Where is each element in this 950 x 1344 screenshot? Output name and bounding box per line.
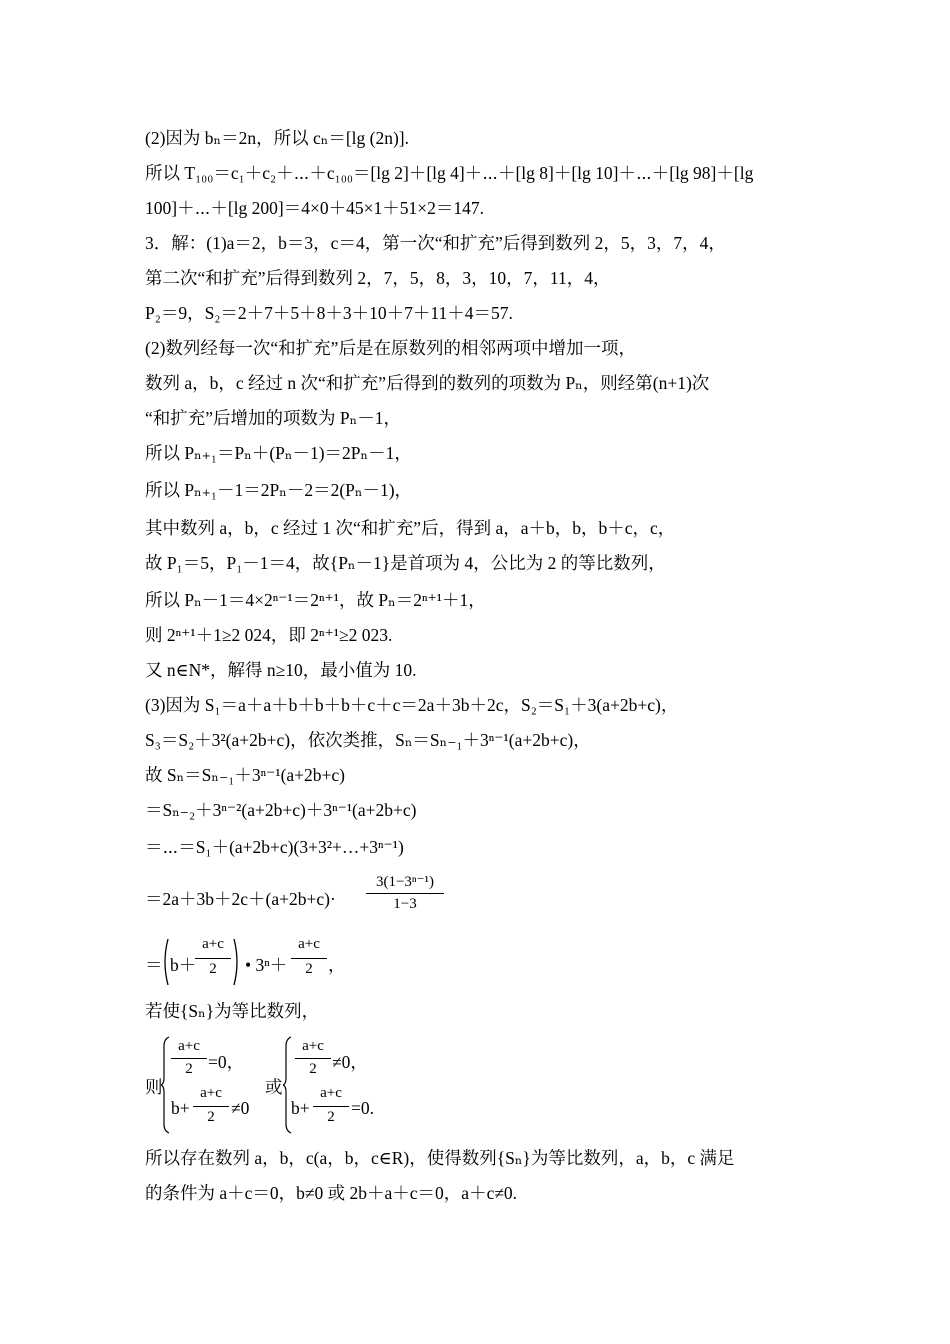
equals-sign: ＝ — [145, 955, 163, 975]
text-line: (2)因为 bₙ＝2n，所以 cₙ＝[lg (2n)]. — [145, 128, 409, 148]
text-line: 数列 a，b，c 经过 n 次“和扩充”后得到的数列的项数为 Pₙ，则经第(n+1)次 — [145, 373, 710, 393]
text-line: 所以 Pₙ－1＝4×2ⁿ⁻¹＝2ⁿ⁺¹，故 Pₙ＝2ⁿ⁺¹＋1， — [145, 590, 486, 610]
left-paren — [161, 938, 169, 986]
equation-prefix: ＝2a＋3b＋2c＋(a+2b+c)· — [145, 889, 336, 909]
condition-tail: ≠0 — [231, 1098, 250, 1118]
fraction-numerator: a+c — [302, 1038, 324, 1054]
text-line: 3．解：(1)a＝2，b＝3，c＝4，第一次“和扩充”后得到数列 2，5，3，7，4， — [145, 233, 726, 253]
fraction-bar — [295, 1058, 331, 1059]
fraction-numerator: a+c — [178, 1038, 200, 1054]
fraction-denominator: 2 — [305, 961, 313, 977]
text-line: 则 2ⁿ⁺¹＋1≥2 024，即 2ⁿ⁺¹≥2 023. — [145, 625, 393, 645]
times-three-power: • 3ⁿ＋ — [245, 955, 288, 975]
text-line: 所以存在数列 a，b，c(a，b，c∈R)，使得数列{Sₙ}为等比数列，a，b，c 满足 — [145, 1148, 735, 1168]
fraction-bar — [195, 958, 231, 959]
text-line: 又 n∈N*，解得 n≥10，最小值为 10. — [145, 660, 417, 680]
text-line: 第二次“和扩充”后得到数列 2，7，5，8，3，10，7，11，4， — [145, 268, 611, 288]
text-line: “和扩充”后增加的项数为 Pₙ－1， — [145, 408, 401, 428]
condition-system — [145, 1036, 405, 1136]
fraction-denominator: 2 — [309, 1061, 317, 1077]
text-line: S₃＝S₂＋3²(a+2b+c)，依次类推，Sₙ＝Sₙ₋₁＋3ⁿ⁻¹(a+2b+c)， — [145, 730, 591, 750]
b-plus: b＋ — [170, 955, 197, 975]
comma: ， — [328, 955, 346, 975]
text-line: ＝⋯＝S₁＋(a+2b+c)(3+3²+…+3ⁿ⁻¹) — [145, 837, 404, 857]
fraction-bar — [171, 1058, 207, 1059]
text-line: 的条件为 a＋c＝0，b≠0 或 2b＋a＋c＝0，a＋c≠0. — [145, 1183, 518, 1203]
condition-prefix: b+ — [171, 1098, 190, 1118]
fraction-bar — [193, 1106, 229, 1107]
text-line: 所以 Pₙ₊₁－1＝2Pₙ－2＝2(Pₙ－1)， — [145, 480, 413, 500]
fraction-bar — [366, 893, 444, 894]
or-label: 或 — [265, 1077, 283, 1097]
text-line: 其中数列 a，b，c 经过 1 次“和扩充”后，得到 a，a＋b，b，b＋c，c， — [145, 518, 676, 538]
fraction-denominator: 1−3 — [393, 896, 417, 912]
fraction-denominator: 2 — [327, 1109, 335, 1125]
text-line: 所以 T₁₀₀＝c₁＋c₂＋⋯＋c₁₀₀＝[lg 2]＋[lg 4]＋⋯＋[lg 8]＋[lg 10]＋⋯＋[lg 98]＋[lg — [145, 163, 754, 183]
condition-prefix: b+ — [291, 1098, 310, 1118]
left-brace — [161, 1036, 170, 1134]
condition-tail: ≠0， — [332, 1052, 368, 1072]
text-line: 100]＋⋯＋[lg 200]＝4×0＋45×1＋51×2＝147. — [145, 198, 484, 218]
text-line: (3)因为 S₁＝a＋a＋b＋b＋b＋c＋c＝2a＋3b＋2c，S₂＝S₁＋3(a+2b+c)， — [145, 695, 679, 715]
text-line: ＝Sₙ₋₂＋3ⁿ⁻²(a+2b+c)＋3ⁿ⁻¹(a+2b+c) — [145, 800, 417, 820]
condition-tail: =0， — [208, 1052, 245, 1072]
text-line: 故 P₁＝5，P₁－1＝4，故{Pₙ－1}是首项为 4，公比为 2 的等比数列， — [145, 553, 666, 573]
fraction-denominator: 2 — [207, 1109, 215, 1125]
fraction-bar — [313, 1106, 349, 1107]
text-line: 若使{Sₙ}为等比数列， — [145, 1001, 320, 1021]
right-brace — [283, 1036, 292, 1134]
condition-tail: =0. — [351, 1098, 374, 1118]
fraction-numerator: a+c — [320, 1085, 342, 1101]
fraction-numerator: a+c — [200, 1085, 222, 1101]
then-label: 则 — [145, 1077, 163, 1097]
fraction-denominator: 2 — [209, 961, 217, 977]
fraction-bar — [291, 958, 327, 959]
fraction-denominator: 2 — [185, 1061, 193, 1077]
fraction-numerator: 3(1−3ⁿ⁻¹) — [375, 874, 435, 890]
fraction-numerator: a+c — [202, 936, 224, 952]
text-line: 所以 Pₙ₊₁＝Pₙ＋(Pₙ－1)＝2Pₙ－1， — [145, 443, 412, 463]
text-line: 故 Sₙ＝Sₙ₋₁＋3ⁿ⁻¹(a+2b+c) — [145, 765, 345, 785]
text-line: (2)数列经每一次“和扩充”后是在原数列的相邻两项中增加一项， — [145, 338, 636, 358]
text-line: P₂＝9，S₂＝2＋7＋5＋8＋3＋10＋7＋11＋4＝57. — [145, 303, 513, 323]
right-paren — [233, 938, 241, 986]
fraction-numerator: a+c — [298, 936, 320, 952]
